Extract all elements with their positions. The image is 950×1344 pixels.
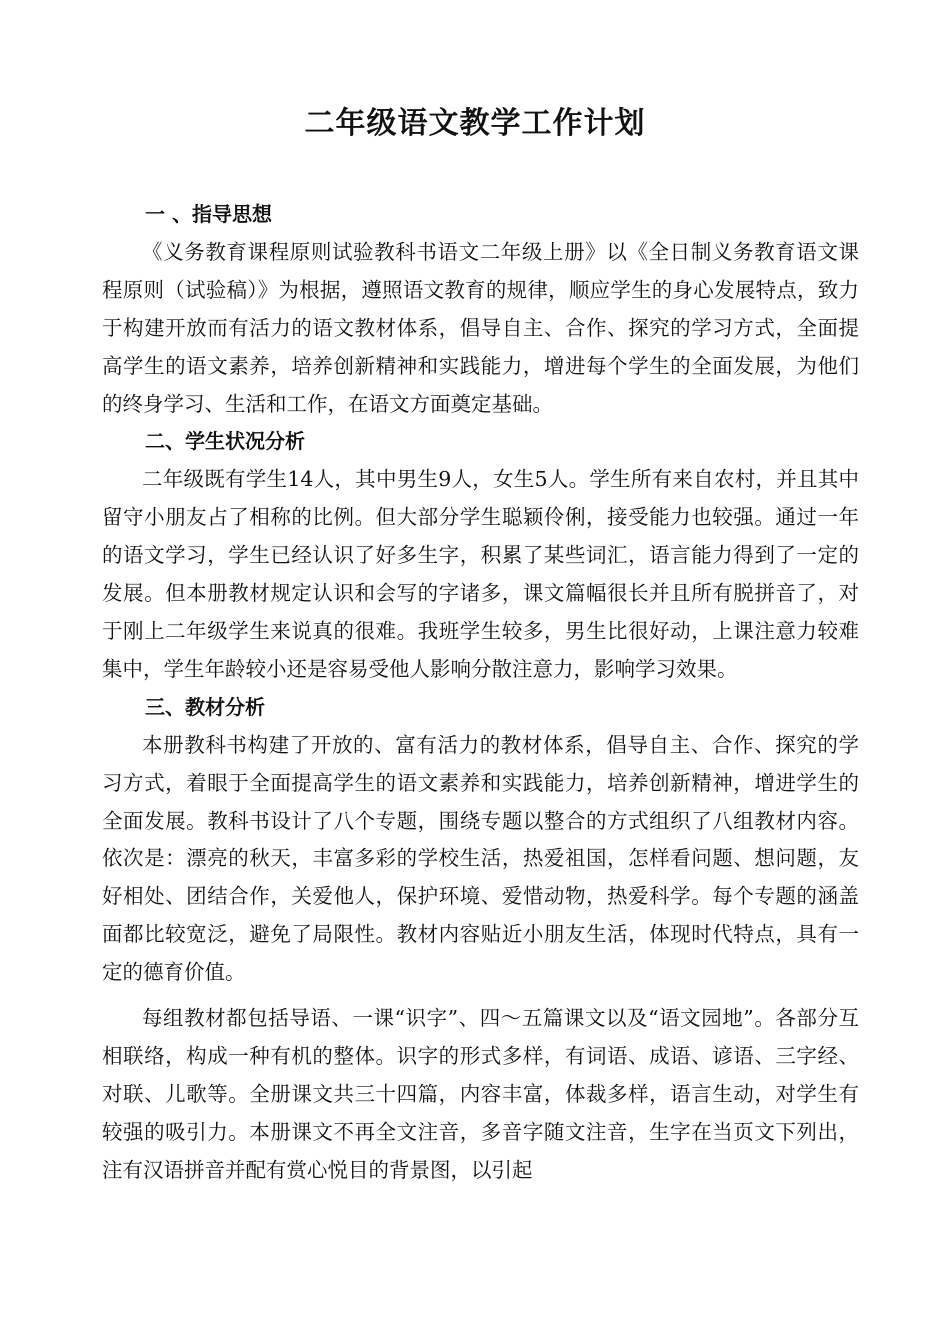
section-textbook-analysis (102, 689, 859, 1190)
document-body (102, 196, 859, 1190)
section-heading: 一 、指导思想 (145, 202, 272, 226)
section-paragraph: 本册教科书构建了开放的、富有活力的教材体系，倡导自主、合作、探究的学习方式，着眼于全面提高学生的语文素养和实践能力，培养创新精神，增进学生的全面发展。教科书设计了八个专题，围绕专题以整合的方式组织了八组教材内容。依次是：漂亮的秋天，丰富多彩的学校生活，热爱祖国，怎样看问题、想问题，友好相处、团结合作，关爱他人，保护环境、爱惜动物，热爱科学。每个专题的涵盖面都比较宽泛，避免了局限性。教材内容贴近小朋友生活，体现时代特点，具有一定的德育价值。 (102, 732, 859, 985)
section-heading: 二、学生状况分析 (145, 429, 305, 454)
section-paragraph: 《义务教育课程原则试验教科书语文二年级上册》以《全日制义务教育语文课程原则（试验稿）》为根据，遵照语文教育的规律，顺应学生的身心发展特点，致力于构建开放而有活力的语文教材体系，倡导自主、合作、探究的学习方式，全面提高学生的语文素养，培养创新精神和实践能力，增进每个学生的全面发展，为他们的终身学习、生活和工作，在语文方面奠定基础。 (102, 239, 859, 416)
section-heading: 三、教材分析 (145, 694, 265, 719)
section-guiding-ideology (102, 196, 859, 423)
section-paragraph: 每组教材都包括导语、一课“识字”、四～五篇课文以及“语文园地”。各部分互相联络，构成一种有机的整体。识字的形式多样，有词语、成语、谚语、三字经、对联、儿歌等。全册课文共三十四篇，内容丰富，体裁多样，语言生动，对学生有较强的吸引力。本册课文不再全文注音，多音字随文注音，生字在当页文下列出，注有汉语拼音并配有赏心悦目的背景图，以引起 (102, 1006, 859, 1182)
section-paragraph: 二年级既有学生14人，其中男生9人，女生5人。学生所有来自农村，并且其中留守小朋友占了相称的比例。但大部分学生聪颖伶俐，接受能力也较强。通过一年的语文学习，学生已经认识了好多生字，积累了某些词汇，语言能力得到了一定的发展。但本册教材规定认识和会写的字诸多，课文篇幅很长并且所有脱拼音了，对于刚上二年级学生来说真的很难。我班学生较多，男生比很好动，上课注意力较难集中，学生年龄较小还是容易受他人影响分散注意力，影响学习效果。 (102, 467, 859, 681)
section-student-analysis (102, 423, 859, 688)
document-title: 二年级语文教学工作计划 (304, 106, 646, 141)
